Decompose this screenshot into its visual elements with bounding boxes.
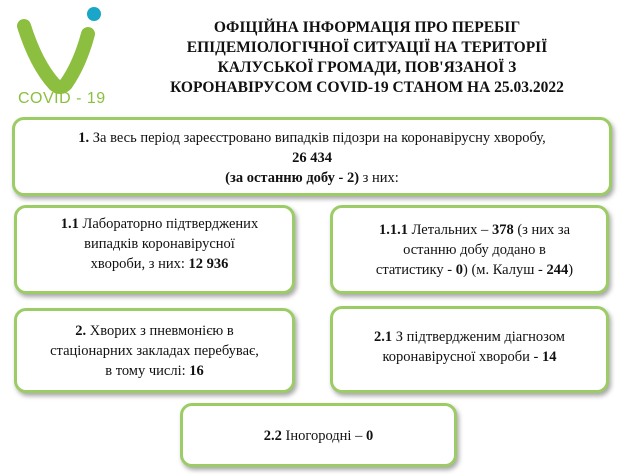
box1-text: За весь період зареєстровано випадків підозри на коронавірусну хворобу, <box>89 130 546 146</box>
box-deaths <box>330 205 609 294</box>
box2-line2: стаціонарних закладах перебуває, <box>50 343 259 359</box>
box111-added: 0 <box>455 262 463 278</box>
box111-line3a: статистику - <box>375 262 456 278</box>
box11-line3: хвороби, з них: <box>90 256 189 272</box>
logo-text: COVID - 19 <box>18 90 106 107</box>
box11-number: 1.1 <box>60 216 79 232</box>
box111-line3c: ) <box>568 262 574 278</box>
box2-line3: в тому числі: <box>105 363 190 379</box>
box111-line2: останню добу додано в <box>403 242 546 258</box>
box111-kalush: 244 <box>546 262 569 278</box>
title-line-4: КОРОНАВІРУСОМ COVID-19 СТАНОМ НА 25.03.2022 <box>170 79 564 96</box>
box-total-suspected <box>12 117 612 196</box>
box-confirmed-diagnosis <box>330 306 609 393</box>
box111-line3b: ) (м. Калуш - <box>462 262 547 278</box>
title-line-2: ЕПІДЕМІОЛОГІЧНОЇ СИТУАЦІЇ НА ТЕРИТОРІЇ <box>186 39 548 56</box>
box1-sub: (за останню добу - 2) <box>225 170 360 186</box>
box11-line2: випадків коронавірусної <box>84 236 235 252</box>
box111-value: 378 <box>491 222 514 238</box>
box-nonresident <box>180 403 457 467</box>
box1-tail: з них: <box>359 170 399 186</box>
box111-number: 1.1.1 <box>378 222 408 238</box>
box11-value: 12 936 <box>188 256 229 272</box>
box2-number: 2. <box>75 323 87 339</box>
box1-value: 26 434 <box>292 150 332 166</box>
box1-number: 1. <box>78 130 90 146</box>
box22-number: 2.2 <box>263 428 282 444</box>
box11-line1: Лабораторно підтверджених <box>78 216 259 232</box>
box21-line2: коронавірусної хвороби - <box>382 349 542 365</box>
box-pneumonia <box>14 308 295 393</box>
box2-value: 16 <box>189 363 204 379</box>
box21-number: 2.1 <box>374 329 393 345</box>
title-line-1: ОФІЦІЙНА ІНФОРМАЦІЯ ПРО ПЕРЕБІГ <box>213 19 521 36</box>
box111-text1: Летальних – <box>407 222 492 238</box>
box-lab-confirmed <box>14 205 295 294</box>
title-line-3: КАЛУСЬКОЇ ГРОМАДИ, ПОВ'ЯЗАНОЇ З <box>217 59 517 76</box>
box22-value: 0 <box>365 428 374 444</box>
page-title <box>118 18 616 98</box>
box22-text: Іногородні – <box>281 428 366 444</box>
box111-text2: (з них за <box>513 222 571 238</box>
box21-line1: З підтвердженим діагнозом <box>392 329 565 345</box>
box21-value: 14 <box>542 349 557 365</box>
box2-line1: Хворих з пневмонією в <box>86 323 234 339</box>
